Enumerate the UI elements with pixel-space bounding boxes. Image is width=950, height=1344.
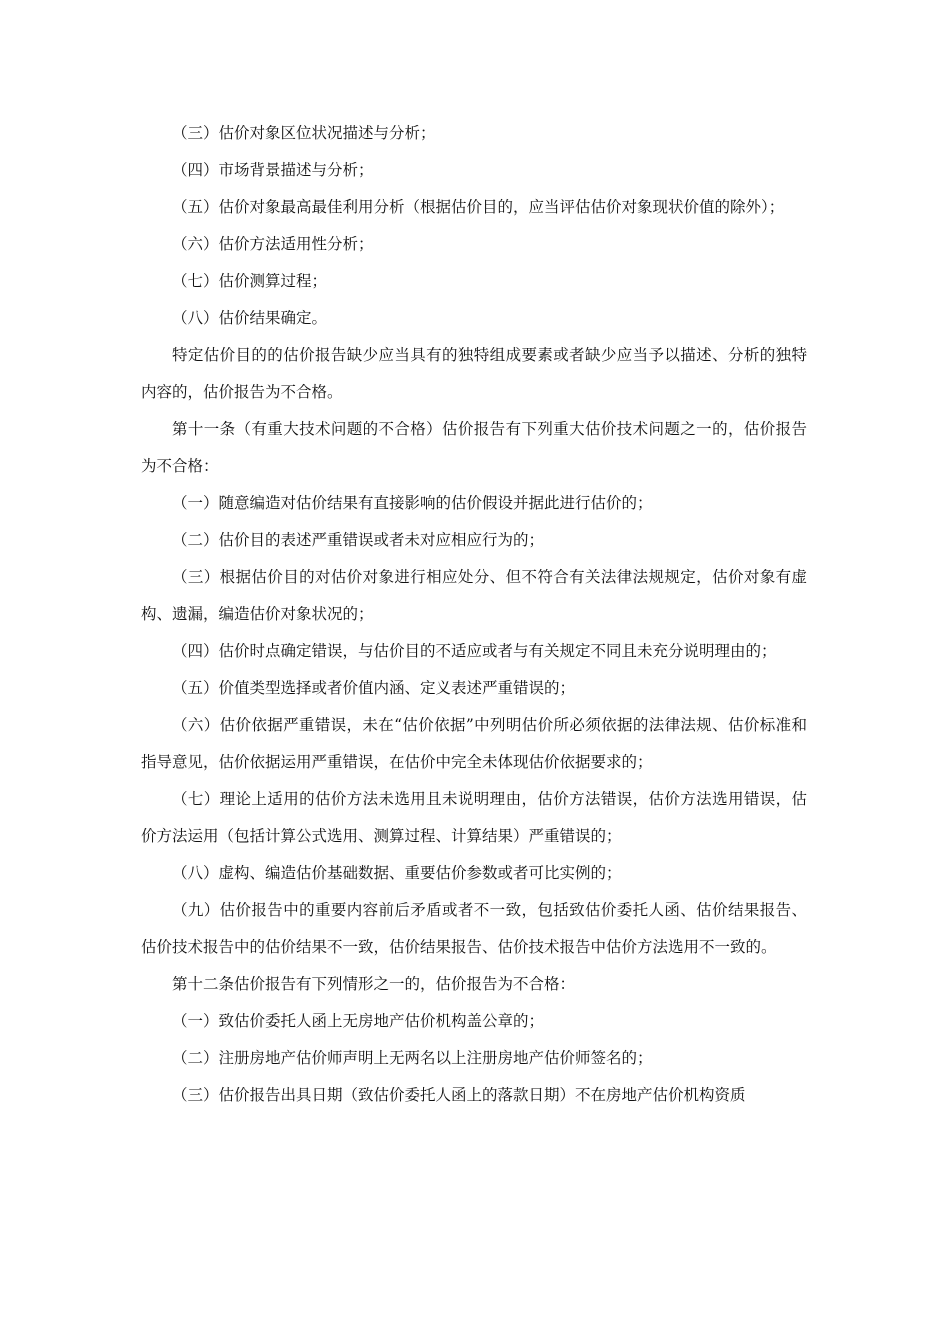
paragraph-art12-item-3: （三）估价报告出具日期（致估价委托人函上的落款日期）不在房地产估价机构资质: [172, 1086, 746, 1104]
paragraph-art11-item-9: （九）估价报告中的重要内容前后矛盾或者不一致，包括致估价委托人函、估价结果报告、估价技术报告中的估价结果不一致，估价结果报告、估价技术报告中估价方法选用不一致的。: [141, 901, 807, 956]
paragraph-art12-item-1: （一）致估价委托人函上无房地产估价机构盖公章的；: [172, 1012, 545, 1030]
paragraph-art11-item-8: （八）虚构、编造估价基础数据、重要估价参数或者可比实例的；: [172, 864, 622, 882]
paragraph-item-4: （四）市场背景描述与分析；: [172, 161, 374, 179]
paragraph-item-6: （六）估价方法适用性分析；: [172, 235, 374, 253]
paragraph-art11-item-7: （七）理论上适用的估价方法未选用且未说明理由，估价方法错误，估价方法选用错误，估价方法运用（包括计算公式选用、测算过程、计算结果）严重错误的；: [141, 790, 807, 845]
paragraph-art11-item-4: （四）估价时点确定错误，与估价目的不适应或者与有关规定不同且未充分说明理由的；: [172, 642, 777, 660]
paragraph-item-5: （五）估价对象最高最佳利用分析（根据估价目的，应当评估估价对象现状价值的除外）；: [172, 198, 785, 216]
paragraph-art11-item-1: （一）随意编造对估价结果有直接影响的估价假设并据此进行估价的；: [172, 494, 653, 512]
paragraph-special-purpose: 特定估价目的的估价报告缺少应当具有的独特组成要素或者缺少应当予以描述、分析的独特内容的，估价报告为不合格。: [141, 346, 807, 401]
paragraph-art11-item-2: （二）估价目的表述严重错误或者未对应相应行为的；: [172, 531, 545, 549]
paragraph-art11-item-3: （三）根据估价目的对估价对象进行相应处分、但不符合有关法律法规规定，估价对象有虚构、遗漏，编造估价对象状况的；: [141, 568, 807, 623]
paragraph-article-12: 第十二条估价报告有下列情形之一的，估价报告为不合格：: [172, 975, 576, 993]
paragraph-item-8: （八）估价结果确定。: [172, 309, 328, 327]
paragraph-art11-item-5: （五）价值类型选择或者价值内涵、定义表述严重错误的；: [172, 679, 576, 697]
paragraph-art11-item-6: （六）估价依据严重错误，未在“估价依据”中列明估价所必须依据的法律法规、估价标准和指导意见，估价依据运用严重错误，在估价中完全未体现估价依据要求的；: [141, 716, 807, 771]
paragraph-item-3: （三）估价对象区位状况描述与分析；: [172, 124, 436, 142]
document-body: [141, 115, 807, 1114]
paragraph-art12-item-2: （二）注册房地产估价师声明上无两名以上注册房地产估价师签名的；: [172, 1049, 653, 1067]
paragraph-article-11: 第十一条（有重大技术问题的不合格）估价报告有下列重大估价技术问题之一的，估价报告为不合格：: [141, 420, 807, 475]
paragraph-item-7: （七）估价测算过程；: [172, 272, 328, 290]
